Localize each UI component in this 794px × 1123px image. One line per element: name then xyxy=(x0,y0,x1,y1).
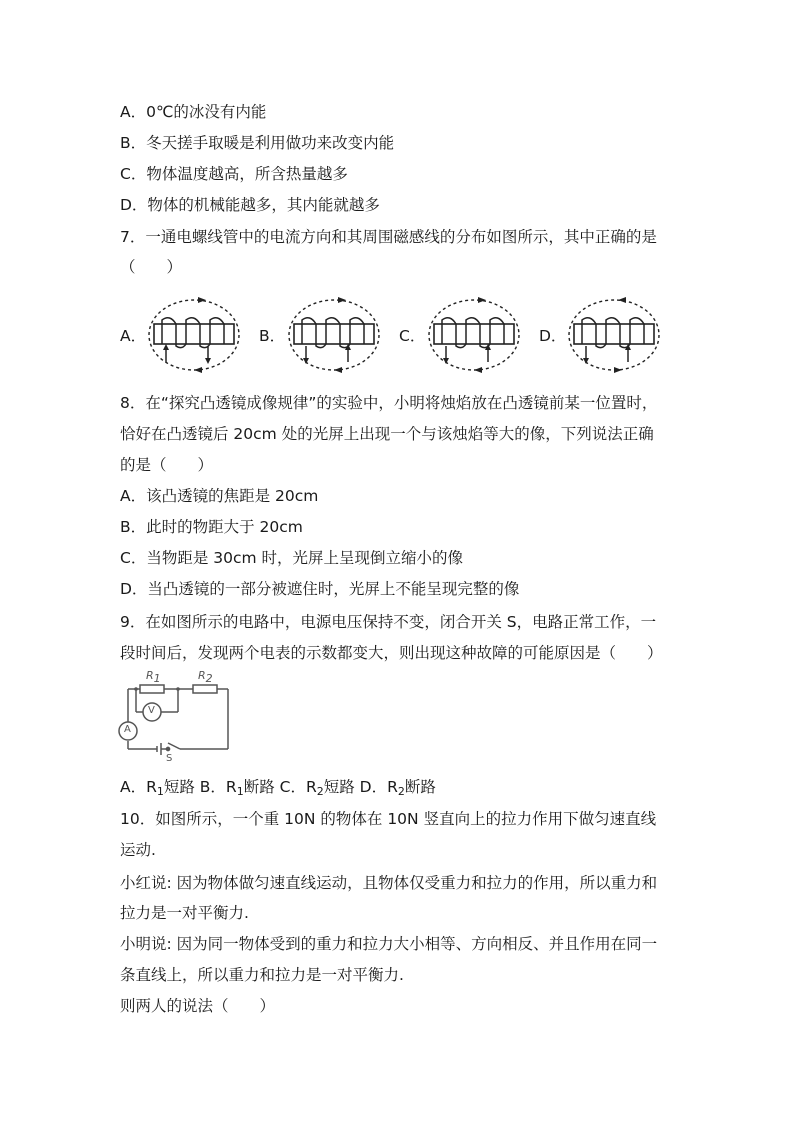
q10-xiaoming-line-2: 条直线上，所以重力和拉力是一对平衡力. xyxy=(120,966,404,984)
solenoid-figure-a xyxy=(146,294,246,376)
switch-label: S xyxy=(166,753,173,764)
q6-option-c: C．物体温度越高，所含热量越多 xyxy=(120,165,348,183)
ammeter-label: A xyxy=(124,724,131,735)
q10-stem-line-2: 运动. xyxy=(120,841,156,859)
q8-option-a: A．该凸透镜的焦距是 20cm xyxy=(120,487,319,505)
q7-label-b: B． xyxy=(259,327,286,345)
q7-label-a: A． xyxy=(120,327,147,345)
q8-stem-line-3: 的是（ ） xyxy=(120,456,214,474)
q7-stem: 7．一通电螺线管中的电流方向和其周围磁感线的分布如图所示，其中正确的是 xyxy=(120,228,657,246)
q6-option-a: A．0℃的冰没有内能 xyxy=(120,103,267,121)
q7-answer-paren: （ ） xyxy=(120,258,183,276)
circuit-diagram xyxy=(116,670,236,768)
q10-question: 则两人的说法（ ） xyxy=(120,997,276,1015)
solenoid-figure-b xyxy=(286,294,386,376)
q10-xiaoming-line-1: 小明说: 因为同一物体受到的重力和拉力大小相等、方向相反、并且作用在同一 xyxy=(120,935,658,953)
q6-option-d: D．物体的机械能越多，其内能就越多 xyxy=(120,196,380,214)
q8-option-d: D．当凸透镜的一部分被遮住时，光屏上不能呈现完整的像 xyxy=(120,580,520,598)
solenoid-figure-c xyxy=(426,294,526,376)
q7-label-c: C． xyxy=(399,327,426,345)
q8-stem-line-2: 恰好在凸透镜后 20cm 处的光屏上出现一个与该烛焰等大的像，下列说法正确 xyxy=(120,425,654,443)
q9-stem-line-1: 9．在如图所示的电路中，电源电压保持不变，闭合开关 S，电路正常工作，一 xyxy=(120,613,657,631)
q10-xiaohong-line-2: 拉力是一对平衡力. xyxy=(120,904,249,922)
q10-stem-line-1: 10．如图所示，一个重 10N 的物体在 10N 竖直向上的拉力作用下做匀速直线 xyxy=(120,810,657,828)
q8-option-c: C．当物距是 30cm 时，光屏上呈现倒立缩小的像 xyxy=(120,549,464,567)
q6-option-b: B．冬天搓手取暖是利用做功来改变内能 xyxy=(120,134,395,152)
r1-label: $R_1$ xyxy=(146,669,161,685)
q9-options: A．$R_1$短路 B．$R_1$断路 C．$R_2$短路 D．$R_2$断路 xyxy=(120,778,436,798)
q9-stem-line-2: 段时间后，发现两个电表的示数都变大，则出现这种故障的可能原因是（ ） xyxy=(120,644,663,662)
q10-xiaohong-line-1: 小红说: 因为物体做匀速直线运动，且物体仅受重力和拉力的作用，所以重力和 xyxy=(120,874,658,892)
solenoid-figure-d xyxy=(566,294,666,376)
q8-option-b: B．此时的物距大于 20cm xyxy=(120,518,303,536)
r2-label: $R_2$ xyxy=(198,669,213,685)
q8-stem-line-1: 8．在“探究凸透镜成像规律”的实验中，小明将烛焰放在凸透镜前某一位置时， xyxy=(120,394,658,412)
voltmeter-label: V xyxy=(148,705,155,716)
q7-label-d: D． xyxy=(539,327,567,345)
